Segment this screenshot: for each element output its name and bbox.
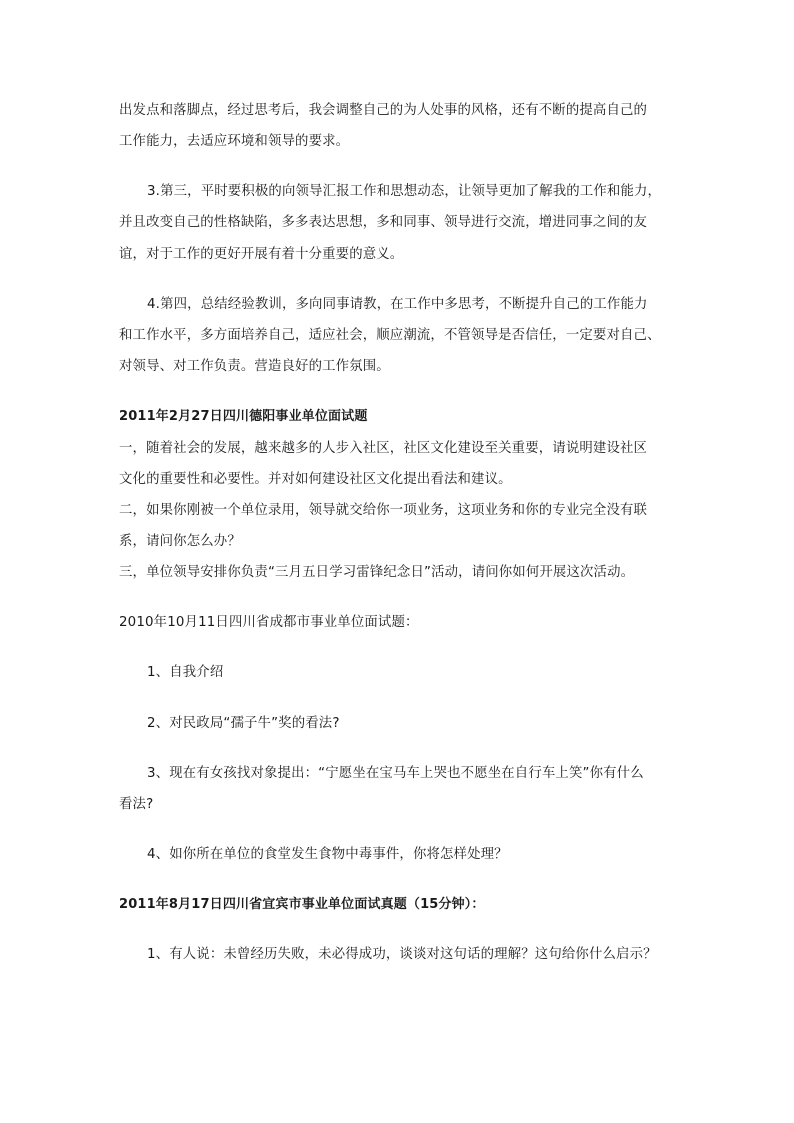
paragraph-line: 和工作水平，多方面培养自己，适应社会，顺应潮流，不管领导是否信任，一定要对自己、	[119, 328, 661, 343]
paragraph-line: 3.第三，平时要积极的向领导汇报工作和思想动态，让领导更加了解我的工作和能力，	[147, 184, 662, 199]
list-item: 2、对民政局“孺子牛”奖的看法?	[147, 716, 340, 731]
section-heading: 2011年8月17日四川省宜宾市事业单位面试真题（15分钟）：	[119, 897, 485, 912]
paragraph-line: 工作能力，去适应环境和领导的要求。	[119, 134, 350, 149]
question-line: 二，如果你刚被一个单位录用，领导就交给你一项业务，这项业务和你的专业完全没有联	[119, 503, 648, 518]
list-item: 3、现在有女孩找对象提出：“宁愿坐在宝马车上哭也不愿坐在自行车上笑”你有什么	[147, 766, 644, 781]
paragraph-line: 出发点和落脚点，经过思考后，我会调整自己的为人处事的风格，还有不断的提高自己的	[119, 103, 648, 118]
question-line: 一，随着社会的发展，越来越多的人步入社区，社区文化建设至关重要，请说明建设社区	[119, 441, 648, 456]
question-line: 文化的重要性和必要性。并对如何建设社区文化提出看法和建议。	[119, 472, 512, 487]
section-heading: 2010年10月11日四川省成都市事业单位面试题：	[119, 615, 419, 630]
paragraph-line: 并且改变自己的性格缺陷，多多表达思想，多和同事、领导进行交流，增进同事之间的友	[119, 215, 648, 230]
question-line: 三，单位领导安排你负责“三月五日学习雷锋纪念日”活动，请问你如何开展这次活动。	[119, 565, 635, 580]
list-item-continuation: 看法?	[119, 797, 154, 812]
paragraph-line: 对领导、对工作负责。营造良好的工作氛围。	[119, 359, 390, 374]
list-item: 1、自我介绍	[147, 665, 224, 680]
paragraph-line: 4.第四，总结经验教训，多向同事请教，在工作中多思考，不断提升自己的工作能力	[147, 297, 648, 312]
paragraph-line: 谊，对于工作的更好开展有着十分重要的意义。	[119, 247, 404, 262]
list-item: 1、有人说：未曾经历失败，未必得成功，谈谈对这句话的理解？这句给你什么启示？	[147, 947, 657, 962]
question-line: 系，请问你怎么办？	[119, 534, 241, 549]
list-item: 4、如你所在单位的食堂发生食物中毒事件，你将怎样处理？	[147, 847, 508, 862]
section-heading: 2011年2月27日四川德阳事业单位面试题	[119, 409, 368, 424]
